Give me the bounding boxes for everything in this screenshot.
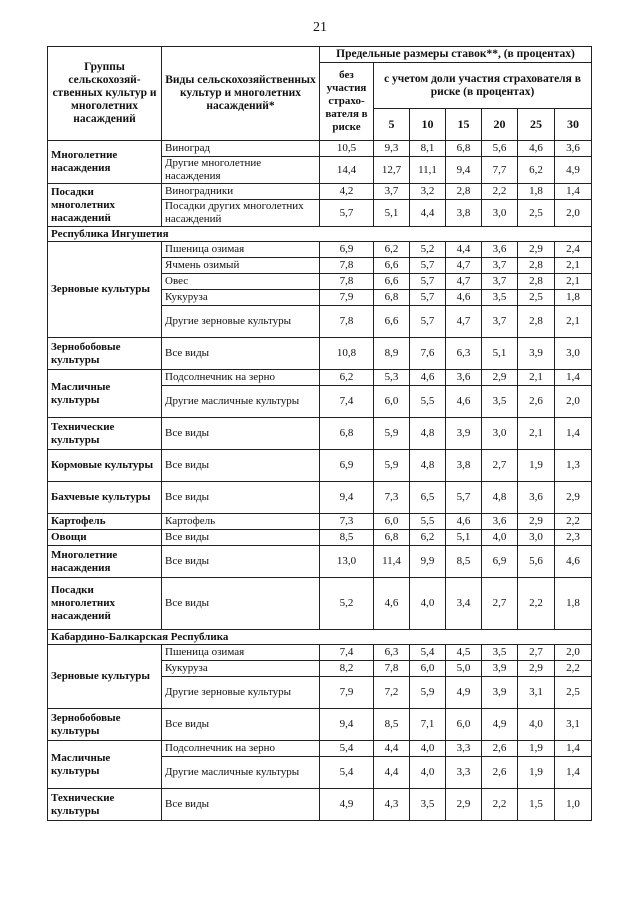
rate-without-participation: 5,4 [320, 757, 374, 789]
rate-pct-15: 3,8 [446, 450, 482, 482]
rate-without-participation: 9,4 [320, 709, 374, 741]
rate-without-participation: 7,9 [320, 290, 374, 306]
rate-pct-25: 2,1 [518, 418, 555, 450]
rate-pct-15: 3,6 [446, 370, 482, 386]
table-row [48, 709, 592, 741]
rate-pct-5: 8,5 [374, 709, 410, 741]
crop-group: Масличные культуры [48, 370, 162, 418]
rate-pct-15: 4,7 [446, 274, 482, 290]
table-row [48, 450, 592, 482]
rate-pct-10: 4,4 [410, 200, 446, 227]
crop-type: Другие зерновые культуры [162, 677, 320, 709]
rate-pct-20: 3,5 [482, 386, 518, 418]
rate-without-participation: 14,4 [320, 157, 374, 184]
table-row [48, 242, 592, 258]
rate-without-participation: 7,8 [320, 306, 374, 338]
rate-pct-10: 6,2 [410, 530, 446, 546]
rate-pct-15: 4,6 [446, 514, 482, 530]
rate-pct-15: 3,3 [446, 741, 482, 757]
rate-pct-10: 4,8 [410, 418, 446, 450]
rate-pct-5: 4,4 [374, 757, 410, 789]
rate-pct-5: 7,3 [374, 482, 410, 514]
rate-without-participation: 7,8 [320, 258, 374, 274]
rate-without-participation: 5,7 [320, 200, 374, 227]
rate-pct-5: 4,4 [374, 741, 410, 757]
rate-without-participation: 8,2 [320, 661, 374, 677]
rate-pct-20: 3,5 [482, 645, 518, 661]
rate-pct-25: 1,5 [518, 789, 555, 821]
table-row [48, 546, 592, 578]
header-with-participation: с учетом доли участия страхователя в риске (в процентах) [374, 63, 592, 109]
table-row [48, 645, 592, 661]
insurance-rates-table [47, 46, 592, 821]
rate-pct-25: 2,9 [518, 242, 555, 258]
rate-pct-25: 2,8 [518, 306, 555, 338]
region-title: Кабардино-Балкарская Республика [48, 630, 592, 645]
header-crop-groups: Группы сельскохозяй-ственных культур и многолетних насаждений [48, 47, 162, 141]
crop-type: Подсолнечник на зерно [162, 370, 320, 386]
rate-pct-20: 3,6 [482, 242, 518, 258]
rate-pct-25: 5,6 [518, 546, 555, 578]
crop-type: Другие масличные культуры [162, 757, 320, 789]
rate-pct-25: 2,2 [518, 578, 555, 630]
rate-pct-15: 3,3 [446, 757, 482, 789]
rate-pct-15: 9,4 [446, 157, 482, 184]
rate-pct-15: 5,7 [446, 482, 482, 514]
rate-without-participation: 6,2 [320, 370, 374, 386]
crop-type: Ячмень озимый [162, 258, 320, 274]
crop-type: Овес [162, 274, 320, 290]
rate-pct-15: 6,0 [446, 709, 482, 741]
rate-pct-30: 1,4 [555, 418, 592, 450]
rate-pct-20: 4,8 [482, 482, 518, 514]
rate-pct-20: 3,0 [482, 418, 518, 450]
region-title: Республика Ингушетия [48, 227, 592, 242]
crop-group: Многолетние насаждения [48, 141, 162, 184]
rate-pct-10: 4,6 [410, 370, 446, 386]
rate-pct-5: 11,4 [374, 546, 410, 578]
rate-pct-5: 12,7 [374, 157, 410, 184]
crop-type: Все виды [162, 418, 320, 450]
rate-pct-30: 2,5 [555, 677, 592, 709]
rate-pct-5: 6,8 [374, 530, 410, 546]
rate-pct-5: 6,6 [374, 258, 410, 274]
rate-without-participation: 6,9 [320, 450, 374, 482]
rate-pct-25: 2,8 [518, 274, 555, 290]
rate-pct-15: 5,1 [446, 530, 482, 546]
crop-group: Посадки многолетних насаждений [48, 184, 162, 227]
table-row [48, 482, 592, 514]
rate-pct-25: 2,6 [518, 386, 555, 418]
rate-pct-5: 9,3 [374, 141, 410, 157]
rate-pct-20: 2,9 [482, 370, 518, 386]
crop-group: Зерновые культуры [48, 645, 162, 709]
rate-pct-10: 6,0 [410, 661, 446, 677]
rate-pct-10: 8,1 [410, 141, 446, 157]
rate-pct-15: 5,0 [446, 661, 482, 677]
crop-type: Все виды [162, 482, 320, 514]
rate-pct-10: 5,4 [410, 645, 446, 661]
rate-pct-20: 2,6 [482, 741, 518, 757]
rate-pct-15: 3,4 [446, 578, 482, 630]
rate-pct-10: 3,5 [410, 789, 446, 821]
rate-pct-20: 3,9 [482, 677, 518, 709]
region-row [48, 630, 592, 645]
rate-pct-5: 5,3 [374, 370, 410, 386]
rate-pct-20: 3,6 [482, 514, 518, 530]
crop-group: Посадки многолетних насаждений [48, 578, 162, 630]
rate-pct-30: 1,4 [555, 370, 592, 386]
rate-pct-15: 3,8 [446, 200, 482, 227]
header-pct-25: 25 [518, 109, 555, 141]
rate-pct-30: 2,0 [555, 386, 592, 418]
rate-pct-5: 7,2 [374, 677, 410, 709]
rate-pct-30: 2,9 [555, 482, 592, 514]
table-row [48, 338, 592, 370]
rate-pct-20: 2,2 [482, 184, 518, 200]
rate-pct-10: 5,7 [410, 274, 446, 290]
rate-pct-15: 4,5 [446, 645, 482, 661]
rate-pct-30: 2,3 [555, 530, 592, 546]
crop-type: Пшеница озимая [162, 242, 320, 258]
rate-pct-30: 4,6 [555, 546, 592, 578]
rate-pct-15: 2,8 [446, 184, 482, 200]
rate-pct-15: 4,9 [446, 677, 482, 709]
rate-pct-30: 2,1 [555, 258, 592, 274]
rate-without-participation: 10,8 [320, 338, 374, 370]
rate-pct-5: 5,1 [374, 200, 410, 227]
rate-pct-25: 1,9 [518, 757, 555, 789]
rate-pct-30: 1,4 [555, 184, 592, 200]
crop-type: Кукуруза [162, 661, 320, 677]
rate-pct-5: 8,9 [374, 338, 410, 370]
rate-pct-5: 4,6 [374, 578, 410, 630]
rate-pct-15: 3,9 [446, 418, 482, 450]
rate-without-participation: 4,9 [320, 789, 374, 821]
table-row [48, 789, 592, 821]
header-rate-limits: Предельные размеры ставок**, (в процентах) [320, 47, 592, 63]
table-row [48, 741, 592, 757]
rate-pct-25: 2,8 [518, 258, 555, 274]
table-row [48, 530, 592, 546]
crop-type: Все виды [162, 578, 320, 630]
rate-pct-30: 1,8 [555, 290, 592, 306]
rate-pct-25: 3,1 [518, 677, 555, 709]
rate-pct-15: 2,9 [446, 789, 482, 821]
table-row [48, 578, 592, 630]
rate-pct-25: 1,9 [518, 741, 555, 757]
crop-type: Посадки других многолетних насаждений [162, 200, 320, 227]
rate-pct-30: 3,6 [555, 141, 592, 157]
rate-pct-15: 4,6 [446, 386, 482, 418]
crop-type: Другие многолетние насаждения [162, 157, 320, 184]
crop-type: Все виды [162, 789, 320, 821]
rate-without-participation: 4,2 [320, 184, 374, 200]
rate-without-participation: 7,8 [320, 274, 374, 290]
crop-type: Пшеница озимая [162, 645, 320, 661]
rate-pct-5: 6,0 [374, 514, 410, 530]
rate-pct-15: 4,4 [446, 242, 482, 258]
rate-pct-5: 6,3 [374, 645, 410, 661]
header-pct-15: 15 [446, 109, 482, 141]
crop-group: Технические культуры [48, 789, 162, 821]
table-row [48, 370, 592, 386]
crop-type: Другие зерновые культуры [162, 306, 320, 338]
rate-pct-5: 5,9 [374, 450, 410, 482]
rate-pct-10: 4,8 [410, 450, 446, 482]
rate-pct-10: 5,2 [410, 242, 446, 258]
crop-group: Бахчевые культуры [48, 482, 162, 514]
crop-group: Зерновые культуры [48, 242, 162, 338]
rate-pct-20: 4,0 [482, 530, 518, 546]
crop-type: Подсолнечник на зерно [162, 741, 320, 757]
rate-pct-30: 3,0 [555, 338, 592, 370]
rate-pct-20: 3,7 [482, 258, 518, 274]
rate-pct-30: 1,4 [555, 741, 592, 757]
rate-pct-20: 2,6 [482, 757, 518, 789]
crop-type: Другие масличные культуры [162, 386, 320, 418]
rate-pct-20: 4,9 [482, 709, 518, 741]
rate-pct-30: 2,1 [555, 306, 592, 338]
rate-without-participation: 5,4 [320, 741, 374, 757]
crop-group: Многолетние насаждения [48, 546, 162, 578]
rate-pct-10: 7,1 [410, 709, 446, 741]
rate-pct-15: 4,7 [446, 258, 482, 274]
rate-without-participation: 9,4 [320, 482, 374, 514]
rate-pct-5: 6,8 [374, 290, 410, 306]
rate-pct-10: 4,0 [410, 741, 446, 757]
rate-pct-30: 1,4 [555, 757, 592, 789]
rate-pct-25: 4,6 [518, 141, 555, 157]
table-row [48, 184, 592, 200]
rate-pct-20: 2,7 [482, 578, 518, 630]
rate-pct-30: 2,2 [555, 514, 592, 530]
header-without-participation: без участия страхо-вателя в риске [320, 63, 374, 141]
crop-type: Кукуруза [162, 290, 320, 306]
crop-type: Все виды [162, 546, 320, 578]
rate-pct-25: 1,8 [518, 184, 555, 200]
rate-pct-25: 2,1 [518, 370, 555, 386]
rate-pct-20: 5,1 [482, 338, 518, 370]
rate-pct-5: 5,9 [374, 418, 410, 450]
rate-pct-20: 6,9 [482, 546, 518, 578]
rate-pct-20: 3,5 [482, 290, 518, 306]
rate-pct-30: 3,1 [555, 709, 592, 741]
rate-pct-20: 3,7 [482, 274, 518, 290]
crop-group: Технические культуры [48, 418, 162, 450]
rate-pct-25: 2,9 [518, 661, 555, 677]
rate-pct-10: 7,6 [410, 338, 446, 370]
rate-pct-5: 7,8 [374, 661, 410, 677]
page-number: 21 [313, 20, 327, 35]
crop-group: Кормовые культуры [48, 450, 162, 482]
crop-group: Масличные культуры [48, 741, 162, 789]
rate-pct-25: 2,5 [518, 290, 555, 306]
rate-without-participation: 7,4 [320, 386, 374, 418]
rate-without-participation: 8,5 [320, 530, 374, 546]
rate-pct-15: 4,6 [446, 290, 482, 306]
header-pct-10: 10 [410, 109, 446, 141]
rate-pct-10: 5,5 [410, 514, 446, 530]
rate-pct-25: 2,7 [518, 645, 555, 661]
rate-pct-20: 3,9 [482, 661, 518, 677]
rate-pct-25: 3,0 [518, 530, 555, 546]
crop-type: Все виды [162, 338, 320, 370]
rate-pct-30: 2,0 [555, 200, 592, 227]
rate-pct-10: 3,2 [410, 184, 446, 200]
rate-pct-10: 9,9 [410, 546, 446, 578]
crop-type: Все виды [162, 530, 320, 546]
rate-pct-30: 2,1 [555, 274, 592, 290]
rate-pct-20: 3,0 [482, 200, 518, 227]
crop-type: Виноград [162, 141, 320, 157]
crop-group: Зернобобовые культуры [48, 338, 162, 370]
rate-pct-30: 2,2 [555, 661, 592, 677]
crop-type: Все виды [162, 450, 320, 482]
rate-pct-10: 4,0 [410, 757, 446, 789]
rate-without-participation: 7,9 [320, 677, 374, 709]
rate-pct-10: 5,7 [410, 290, 446, 306]
rate-pct-30: 2,4 [555, 242, 592, 258]
rate-pct-5: 6,2 [374, 242, 410, 258]
rate-pct-5: 6,0 [374, 386, 410, 418]
rate-pct-25: 3,6 [518, 482, 555, 514]
crop-group: Картофель [48, 514, 162, 530]
header-pct-30: 30 [555, 109, 592, 141]
rate-pct-15: 6,8 [446, 141, 482, 157]
header-pct-5: 5 [374, 109, 410, 141]
crop-group: Овощи [48, 530, 162, 546]
rate-pct-20: 3,7 [482, 306, 518, 338]
rate-pct-20: 5,6 [482, 141, 518, 157]
rate-without-participation: 13,0 [320, 546, 374, 578]
rate-pct-15: 8,5 [446, 546, 482, 578]
rate-pct-10: 11,1 [410, 157, 446, 184]
header-pct-20: 20 [482, 109, 518, 141]
rate-pct-25: 6,2 [518, 157, 555, 184]
rate-pct-10: 5,9 [410, 677, 446, 709]
rate-pct-10: 5,5 [410, 386, 446, 418]
rate-pct-10: 5,7 [410, 306, 446, 338]
rate-pct-20: 2,7 [482, 450, 518, 482]
rate-without-participation: 6,9 [320, 242, 374, 258]
rate-pct-25: 3,9 [518, 338, 555, 370]
rate-pct-30: 1,3 [555, 450, 592, 482]
rate-pct-5: 3,7 [374, 184, 410, 200]
rate-without-participation: 5,2 [320, 578, 374, 630]
rate-pct-30: 2,0 [555, 645, 592, 661]
table-row [48, 418, 592, 450]
rate-pct-25: 2,5 [518, 200, 555, 227]
crop-type: Все виды [162, 709, 320, 741]
rate-without-participation: 6,8 [320, 418, 374, 450]
rate-without-participation: 7,3 [320, 514, 374, 530]
rate-pct-15: 4,7 [446, 306, 482, 338]
header-crop-types: Виды сельскохозяйственных культур и многолетних насаждений* [162, 47, 320, 141]
rate-pct-10: 4,0 [410, 578, 446, 630]
crop-type: Картофель [162, 514, 320, 530]
table-row [48, 514, 592, 530]
rate-pct-30: 1,8 [555, 578, 592, 630]
rate-pct-25: 1,9 [518, 450, 555, 482]
rate-without-participation: 10,5 [320, 141, 374, 157]
rate-pct-20: 7,7 [482, 157, 518, 184]
rate-pct-5: 4,3 [374, 789, 410, 821]
rate-without-participation: 7,4 [320, 645, 374, 661]
crop-type: Виноградники [162, 184, 320, 200]
rate-pct-10: 6,5 [410, 482, 446, 514]
rate-pct-30: 4,9 [555, 157, 592, 184]
rate-pct-30: 1,0 [555, 789, 592, 821]
rate-pct-15: 6,3 [446, 338, 482, 370]
rate-pct-25: 2,9 [518, 514, 555, 530]
crop-group: Зернобобовые культуры [48, 709, 162, 741]
rate-pct-5: 6,6 [374, 274, 410, 290]
table-row [48, 141, 592, 157]
region-row [48, 227, 592, 242]
rate-pct-5: 6,6 [374, 306, 410, 338]
rate-pct-10: 5,7 [410, 258, 446, 274]
rate-pct-20: 2,2 [482, 789, 518, 821]
rate-pct-25: 4,0 [518, 709, 555, 741]
